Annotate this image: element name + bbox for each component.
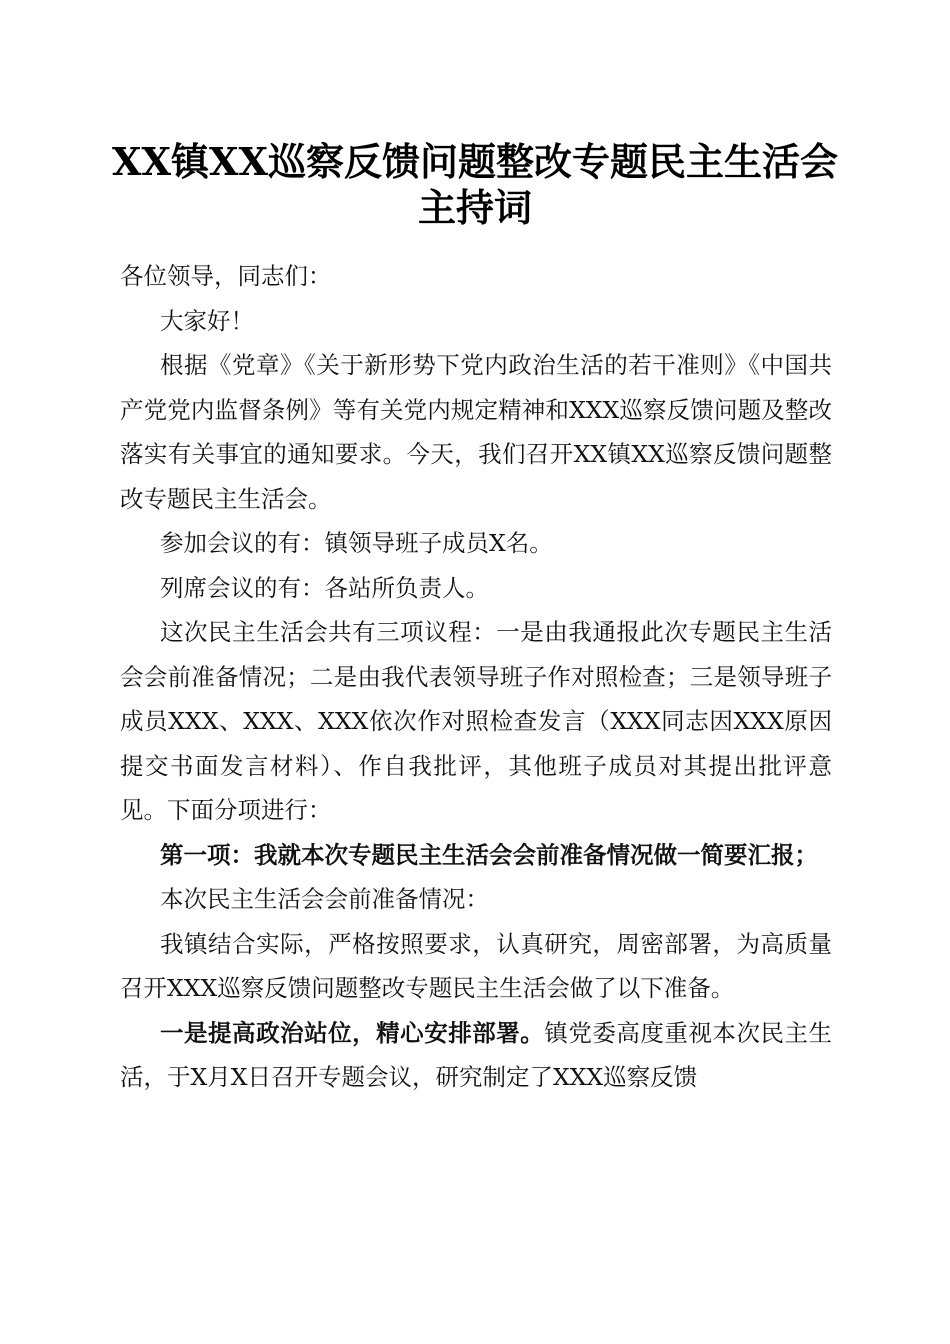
paragraph-observers: 列席会议的有：各站所负责人。 (160, 573, 489, 602)
document-title-line2: 主持词 (417, 185, 532, 230)
document-body (120, 254, 832, 1100)
paragraph-basis: 根据《党章》《关于新形势下党内政治生活的若干准则》《中国共产党党内监督条例》等有关党内规定精神和XXX巡察反馈问题及整改落实有关事宜的通知要求。今天，我们召开XX镇XX巡察反馈问题整改专题民主生活会。 (120, 351, 832, 513)
paragraph-agenda: 这次民主生活会共有三项议程：一是由我通报此次专题民主生活会会前准备情况；二是由我代表领导班子作对照检查；三是领导班子成员XXX、XXX、XXX依次作对照检查发言（XXX同志因XXX原因提交书面发言材料）、作自我批评，其他班子成员对其提出批评意见。下面分项进行： (120, 618, 832, 824)
paragraph-attendees: 参加会议的有：镇领导班子成员X名。 (160, 529, 553, 557)
point-one-lead: 一是提高政治站位，精心安排部署。 (160, 1018, 545, 1047)
salutation: 各位领导，同志们： (120, 262, 332, 290)
paragraph-point-one (120, 1011, 832, 1100)
paragraph-preparation-heading: 本次民主生活会会前准备情况： (160, 885, 489, 913)
point-one-text: 镇党委高度重视本次民主生活，于X月X日召开专题会议，研究制定了XXX巡察反馈 (120, 1018, 833, 1091)
greeting: 大家好！ (160, 306, 254, 335)
document-title-line1: XX镇XX巡察反馈问题整改专题民主生活会 (112, 139, 838, 184)
paragraph-preparation: 我镇结合实际，严格按照要求，认真研究，周密部署，为高质量召开XXX巡察反馈问题整改专题民主生活会做了以下准备。 (120, 929, 832, 1002)
paragraph-item-one: 第一项：我就本次专题民主生活会会前准备情况做一简要汇报； (160, 840, 818, 869)
